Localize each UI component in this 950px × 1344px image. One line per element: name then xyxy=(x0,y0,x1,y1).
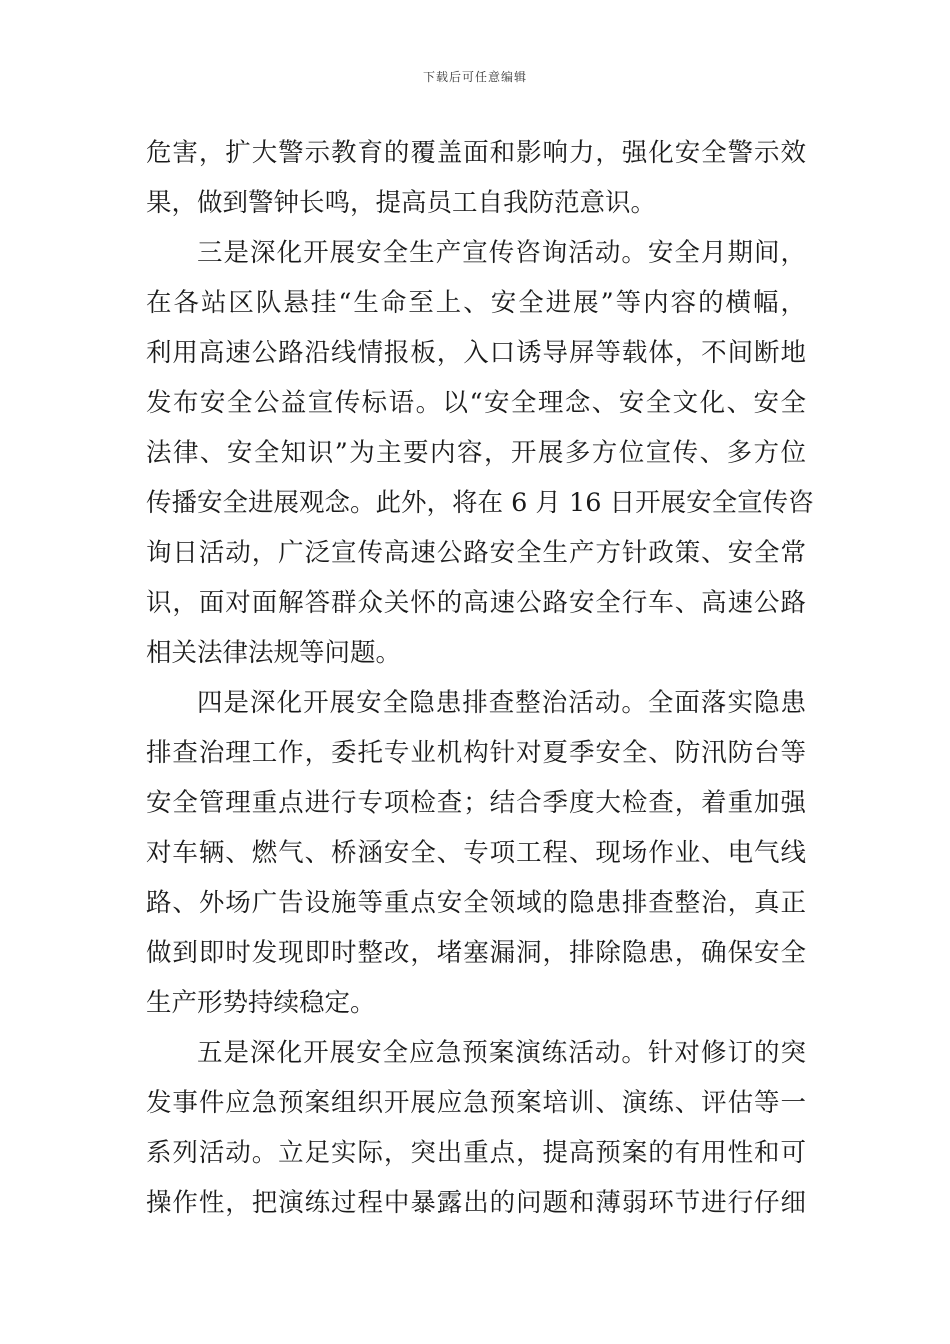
paragraph xyxy=(146,228,814,678)
text-line: 利用高速公路沿线情报板，入口诱导屏等载体，不间断地 xyxy=(146,338,806,368)
text-line: 法律、安全知识”为主要内容，开展多方位宣传、多方位 xyxy=(146,438,806,468)
text-line: 发事件应急预案组织开展应急预案培训、演练、评估等一 xyxy=(146,1088,806,1118)
page-header-note: 下载后可任意编辑 xyxy=(422,70,527,84)
text-line: 生产形势持续稳定。 xyxy=(146,988,376,1018)
text-line: 危害，扩大警示教育的覆盖面和影响力，强化安全警示效 xyxy=(146,138,806,168)
text-line: 在各站区队悬挂“生命至上、安全进展”等内容的横幅， xyxy=(146,288,806,318)
text-line: 排查治理工作，委托专业机构针对夏季安全、防汛防台等 xyxy=(146,738,806,768)
paragraph xyxy=(146,128,806,228)
text-line: 对车辆、燃气、桥涵安全、专项工程、现场作业、电气线 xyxy=(146,838,806,868)
text-line: 路、外场广告设施等重点安全领域的隐患排查整治，真正 xyxy=(146,888,806,918)
text-line: 安全管理重点进行专项检查；结合季度大检查，着重加强 xyxy=(146,788,806,818)
document-body xyxy=(146,128,814,1228)
text-line: 系列活动。立足实际，突出重点，提高预案的有用性和可 xyxy=(146,1138,806,1168)
text-line: 四是深化开展安全隐患排查整治活动。全面落实隐患 xyxy=(197,688,806,718)
paragraph xyxy=(146,1028,806,1228)
text-line: 发布安全公益宣传标语。以“安全理念、安全文化、安全 xyxy=(146,388,806,418)
text-line: 操作性，把演练过程中暴露出的问题和薄弱环节进行仔细 xyxy=(146,1188,806,1218)
text-line: 识，面对面解答群众关怀的高速公路安全行车、高速公路 xyxy=(146,588,806,618)
text-line: 五是深化开展安全应急预案演练活动。针对修订的突 xyxy=(197,1038,806,1068)
text-line: 三是深化开展安全生产宣传咨询活动。安全月期间， xyxy=(197,238,806,268)
paragraph xyxy=(146,678,806,1028)
text-line: 传播安全进展观念。此外，将在 6 月 16 日开展安全宣传咨 xyxy=(146,488,814,518)
text-line: 相关法律法规等问题。 xyxy=(146,638,402,668)
text-line: 果，做到警钟长鸣，提高员工自我防范意识。 xyxy=(146,188,657,218)
text-line: 询日活动，广泛宣传高速公路安全生产方针政策、安全常 xyxy=(146,538,806,568)
text-line: 做到即时发现即时整改，堵塞漏洞，排除隐患，确保安全 xyxy=(146,938,806,968)
